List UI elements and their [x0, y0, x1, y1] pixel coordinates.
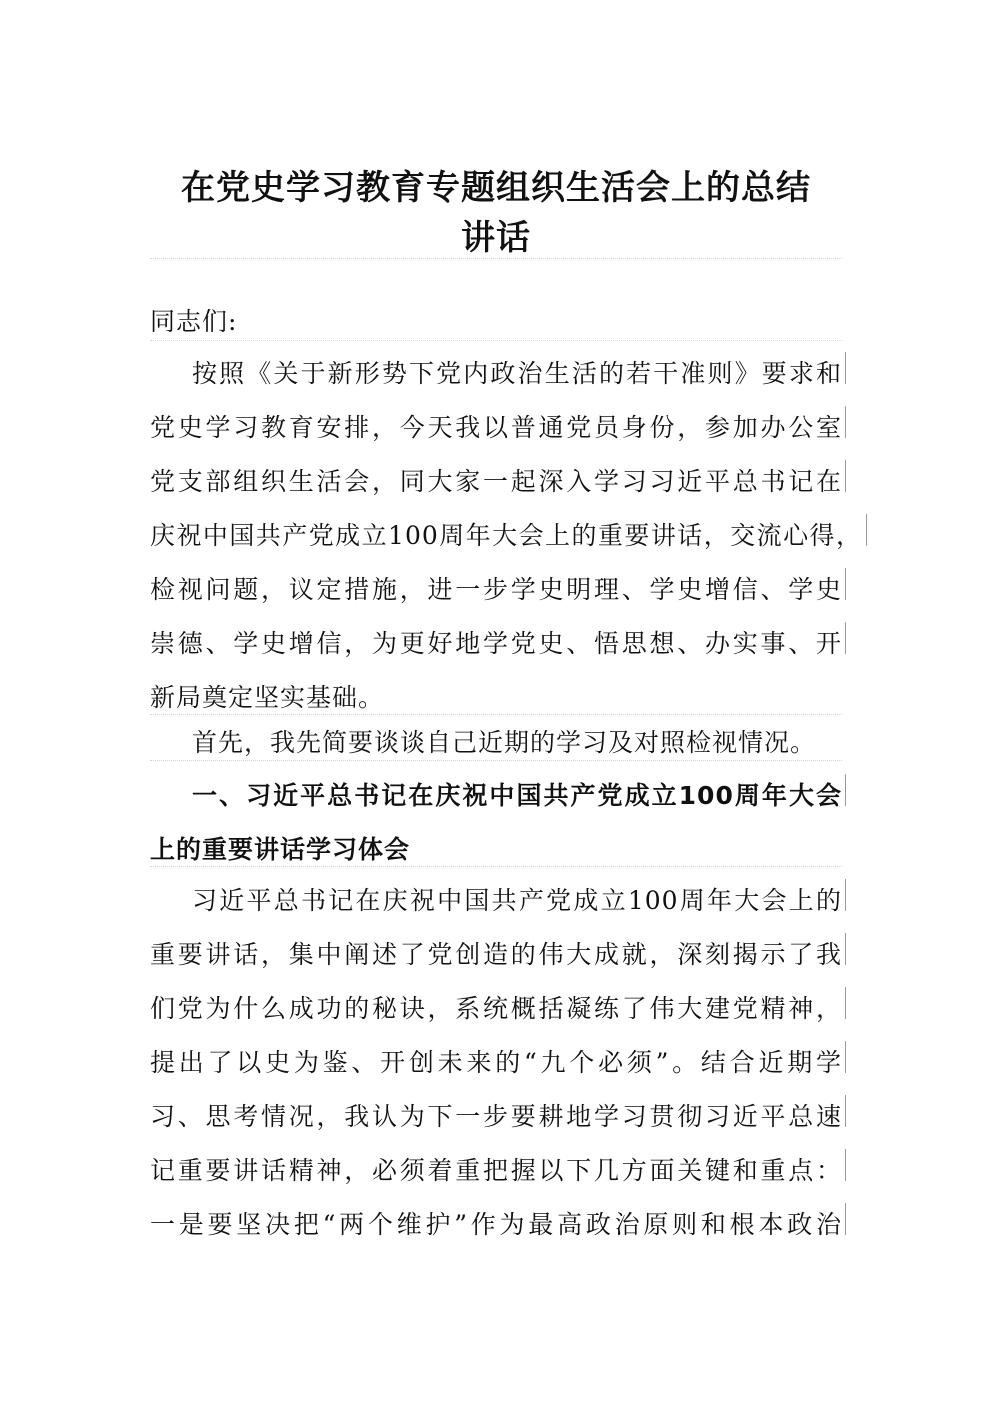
paragraph-2: 首先，我先简要谈谈自己近期的学习及对照检视情况。 — [192, 728, 817, 757]
margin-marker — [845, 460, 846, 492]
margin-marker — [845, 1095, 846, 1127]
salutation: 同志们: — [150, 307, 238, 336]
margin-marker — [866, 514, 867, 546]
section-heading-line: 上的重要讲话学习体会 — [150, 835, 411, 864]
paragraph-1-line: 崇德、学史增信，为更好地学党史、悟思想、办实事、开 — [150, 629, 842, 658]
margin-marker — [845, 1041, 846, 1073]
paragraph-1-line: 新局奠定坚实基础。 — [150, 683, 385, 712]
margin-marker — [845, 933, 846, 965]
margin-marker — [845, 987, 846, 1019]
paragraph-separator — [150, 866, 842, 867]
paragraph-3-line: 习、思考情况，我认为下一步要耕地学习贯彻习近平总速 — [150, 1102, 842, 1131]
paragraph-1-line: 按照《关于新形势下党内政治生活的若干准则》要求和 — [192, 359, 842, 388]
paragraph-3-line: 提出了以史为鉴、开创未来的“九个必须”。结合近期学 — [150, 1048, 842, 1077]
paragraph-3-line: 习近平总书记在庆祝中国共产党成立100周年大会上的 — [192, 886, 842, 915]
margin-marker — [845, 352, 846, 384]
paragraph-3-line: 一是要坚决把“两个维护”作为最高政治原则和根本政治 — [150, 1210, 842, 1239]
paragraph-separator — [150, 714, 842, 715]
margin-marker — [845, 1203, 846, 1235]
margin-marker — [845, 622, 846, 654]
paragraph-1-line: 检视问题，议定措施，进一步学史明理、学史增信、学史 — [150, 575, 842, 604]
paragraph-separator — [150, 340, 842, 341]
section-heading-line: 一、习近平总书记在庆祝中国共产党成立100周年大会 — [192, 781, 842, 810]
margin-marker — [845, 568, 846, 600]
paragraph-3-line: 记重要讲话精神，必须着重把握以下几方面关键和重点： — [150, 1156, 842, 1185]
document-title-line-1: 在党史学习教育专题组织生活会上的总结 — [181, 168, 811, 208]
paragraph-1-line: 党史学习教育安排，今天我以普通党员身份，参加办公室 — [150, 413, 842, 442]
margin-marker — [845, 406, 846, 438]
margin-marker — [845, 1149, 846, 1181]
margin-marker — [845, 774, 846, 806]
paragraph-separator — [150, 760, 842, 761]
title-separator — [150, 258, 842, 259]
paragraph-3-line: 重要讲话，集中阐述了党创造的伟大成就，深刻揭示了我 — [150, 940, 842, 969]
paragraph-3-line: 们党为什么成功的秘诀，系统概括凝练了伟大建党精神， — [150, 994, 842, 1023]
paragraph-1-line: 党支部组织生活会，同大家一起深入学习习近平总书记在 — [150, 467, 842, 496]
margin-marker — [845, 879, 846, 911]
document-title-line-2: 讲话 — [461, 218, 531, 258]
paragraph-1-line: 庆祝中国共产党成立100周年大会上的重要讲话，交流心得， — [150, 521, 862, 550]
